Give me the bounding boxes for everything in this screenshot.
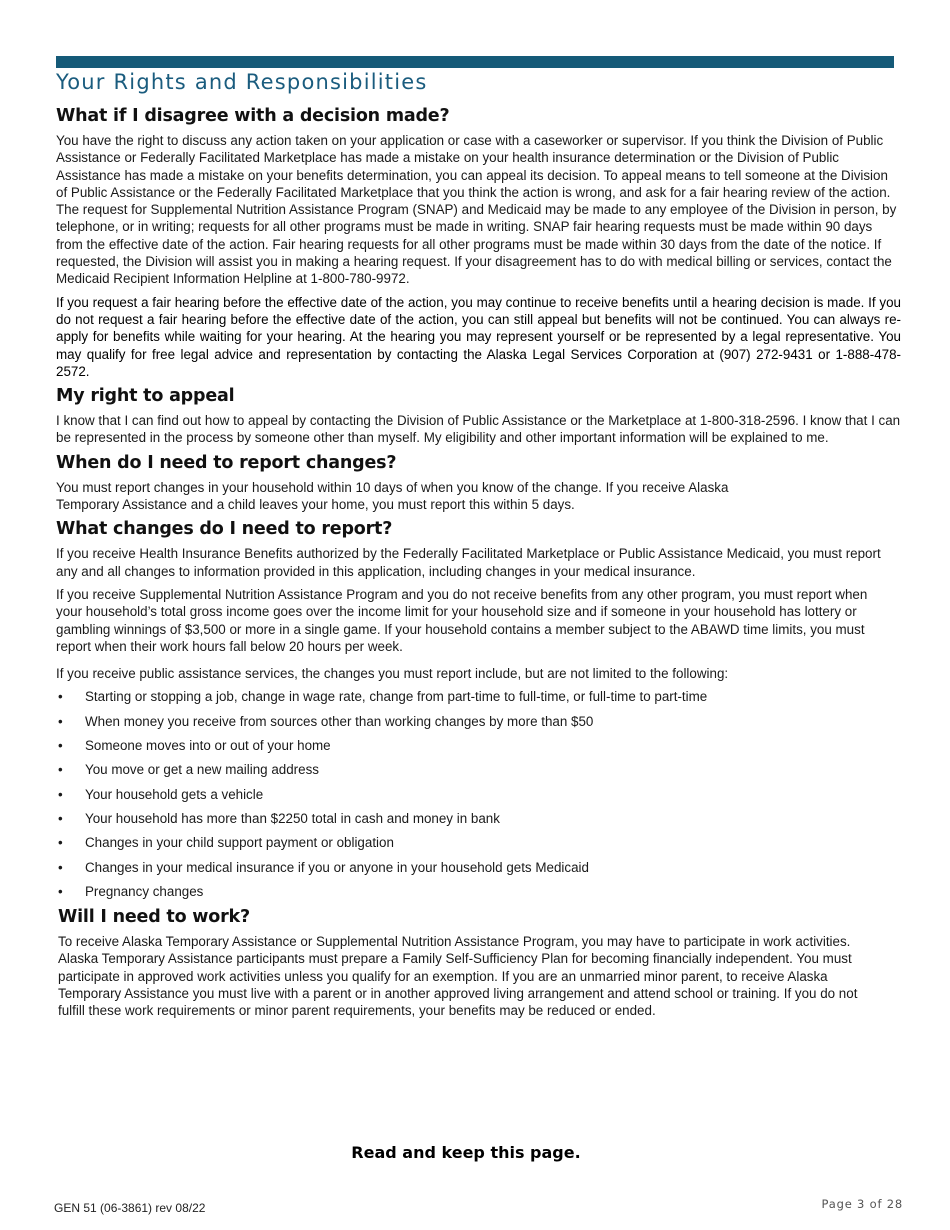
page-title: Your Rights and Responsibilities bbox=[56, 70, 428, 94]
bullet-icon: • bbox=[58, 762, 63, 778]
list-item: • Changes in your child support payment or obligation bbox=[58, 835, 394, 851]
list-item: • Changes in your medical insurance if you or anyone in your household gets Medicaid bbox=[58, 859, 589, 875]
list-item: • Starting or stopping a job, change in wage rate, change from part-time to full-time, or full-time to part-time bbox=[58, 689, 708, 705]
heading-report-when: When do I need to report changes? bbox=[56, 452, 397, 473]
changes-list bbox=[56, 688, 901, 900]
appeal-paragraph: I know that I can find out how to appeal by contacting the Division of Public Assistance or the Marketplace at 1-800-318-2596. I know that I can be represented in the process by someone other than myself. My eligibility and other important information will be explained to me. bbox=[56, 413, 901, 446]
section-report-when bbox=[56, 453, 901, 514]
list-item: • Pregnancy changes bbox=[58, 883, 204, 899]
section-report-what bbox=[56, 519, 901, 900]
report-what-paragraph-3: If you receive public assistance services, the changes you must report include, but are not limited to the following: bbox=[56, 666, 729, 682]
section-work bbox=[58, 907, 901, 1019]
bullet-icon: • bbox=[58, 810, 63, 826]
report-when-paragraph: You must report changes in your household within 10 days of when you know of the change. If you receive Alaska Temporary Assistance and a child leaves your home, you must report this within 5 days. bbox=[56, 479, 729, 513]
read-keep-notice: Read and keep this page. bbox=[351, 1143, 581, 1162]
heading-disagree: What if I disagree with a decision made? bbox=[56, 106, 450, 126]
disagree-paragraph-2: If you request a fair hearing before the effective date of the action, you may continue to receive benefits until a hearing decision is made. If you do not request a fair hearing before the effective date of the action, you can still appeal but benefits will not be continued. You can always re-apply for benefits while waiting for your hearing. At the hearing you may represent yourself or be represented by a legal representative. You may qualify for free legal advice and representation by contacting the Alaska Legal Services Corporation at (907) 272-9431 or 1-888-478-2572. bbox=[56, 294, 901, 379]
heading-report-what: What changes do I need to report? bbox=[56, 519, 393, 540]
bullet-icon: • bbox=[58, 689, 63, 705]
page-number: Page 3 of 28 bbox=[821, 1197, 903, 1211]
bullet-icon: • bbox=[58, 786, 63, 802]
work-paragraph: To receive Alaska Temporary Assistance or Supplemental Nutrition Assistance Program, you may have to participate in work activities. Alaska Temporary Assistance participants must prepare a Family Self-Sufficiency Plan for becoming financially independent. You must participate in approved work activities unless you qualify for an exemption. If you are an unmarried minor parent, to receive Alaska Temporary Assistance you must live with a parent or in another approved living arrangement and attend school or training. If you do not fulfill these work requirements or minor parent requirements, your benefits may be reduced or ended. bbox=[58, 934, 858, 1019]
heading-appeal: My right to appeal bbox=[56, 386, 235, 407]
disagree-paragraph-1: You have the right to discuss any action taken on your application or case with a caseworker or supervisor. If you think the Division of Public Assistance or Federally Facilitated Marketplace has made a mistake on your health insurance determination or the Division of Public Assistance has made a mistake on your benefits determination, you can appeal its decision. To appeal means to tell someone at the Division of Public Assistance or the Federally Facilitated Marketplace that you think the action is wrong, and ask for a fair hearing review of the action. The request for Supplemental Nutrition Assistance Program (SNAP) and Medicaid may be made to any employee of the Division in person, by telephone, or in writing; requests for all other programs must be made in writing. SNAP fair hearing requests must be made within 90 days from the effective date of the action. Fair hearing requests for all other programs must be made within 30 days from the date of the notice. If requested, the Division will assist you in making a hearing request. If your disagreement has to do with medical billing or services, contact the Medicaid Recipient Information Helpline at 1-800-780-9972. bbox=[56, 133, 897, 287]
form-id: GEN 51 (06-3861) rev 08/22 bbox=[54, 1201, 206, 1215]
bullet-icon: • bbox=[58, 713, 63, 729]
list-item: • Your household has more than $2250 total in cash and money in bank bbox=[58, 810, 500, 826]
bullet-icon: • bbox=[58, 883, 63, 899]
bullet-icon: • bbox=[58, 738, 63, 754]
report-what-paragraph-1: If you receive Health Insurance Benefits authorized by the Federally Facilitated Marketplace or Public Assistance Medicaid, you must report any and all changes to information provided in this application, including changes in your medical insurance. bbox=[56, 546, 881, 579]
heading-work: Will I need to work? bbox=[58, 907, 250, 928]
list-item: • When money you receive from sources other than working changes by more than $50 bbox=[58, 713, 594, 729]
bullet-icon: • bbox=[58, 859, 63, 875]
document-body bbox=[56, 102, 901, 1026]
report-what-paragraph-2: If you receive Supplemental Nutrition Assistance Program and you do not receive benefits from any other program, you must report when your household’s total gross income goes over the income limit for your household size and if someone in your household has lottery or gambling winnings of $3,500 or more in a single game. If your household contains a member subject to the ABAWD time limits, you must report when their work hours fall below 20 hours per week. bbox=[56, 586, 868, 654]
header-bar bbox=[56, 56, 894, 68]
list-item: • Your household gets a vehicle bbox=[58, 786, 264, 802]
list-item: • You move or get a new mailing address bbox=[58, 762, 319, 778]
bullet-icon: • bbox=[58, 835, 63, 851]
section-appeal bbox=[56, 386, 901, 447]
list-item: • Someone moves into or out of your home bbox=[58, 738, 331, 754]
section-disagree bbox=[56, 106, 901, 380]
